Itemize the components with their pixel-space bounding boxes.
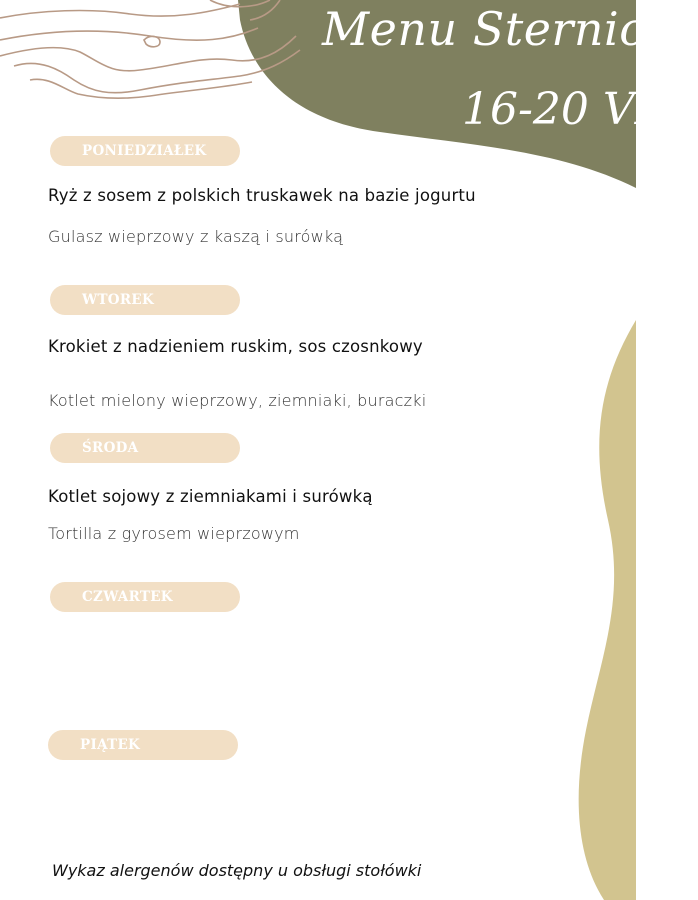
menu-dates: 16-20 VI [462,84,652,135]
sand-blob [579,320,636,900]
dish-monday-1: Ryż z sosem z polskich truskawek na bazie jogurtu [48,186,476,205]
dish-tuesday-2: Kotlet mielony wieprzowy, ziemniaki, buraczki [48,391,427,410]
dish-wednesday-1: Kotlet sojowy z ziemniakami i surówką [48,487,373,506]
day-pill-tuesday [50,285,240,315]
day-label-thursday: CZWARTEK [82,589,173,605]
day-pill-thursday [50,582,240,612]
day-pill-wednesday [50,433,240,463]
day-label-wednesday: ŚRODA [82,440,139,456]
day-label-monday: PONIEDZIAŁEK [82,143,207,159]
dish-tuesday-1: Krokiet z nadzieniem ruskim, sos czosnkowy [48,337,423,356]
day-label-friday: PIĄTEK [80,737,141,753]
allergen-note: Wykaz alergenów dostępny u obsługi stołówki [52,861,422,880]
menu-title: Menu Sternicza [322,2,698,56]
day-pill-friday [48,730,238,760]
day-label-tuesday: WTOREK [82,292,155,308]
dish-monday-2: Gulasz wieprzowy z kaszą i surówką [48,227,344,246]
dish-wednesday-2: Tortilla z gyrosem wieprzowym [48,524,300,543]
day-pill-monday [50,136,240,166]
